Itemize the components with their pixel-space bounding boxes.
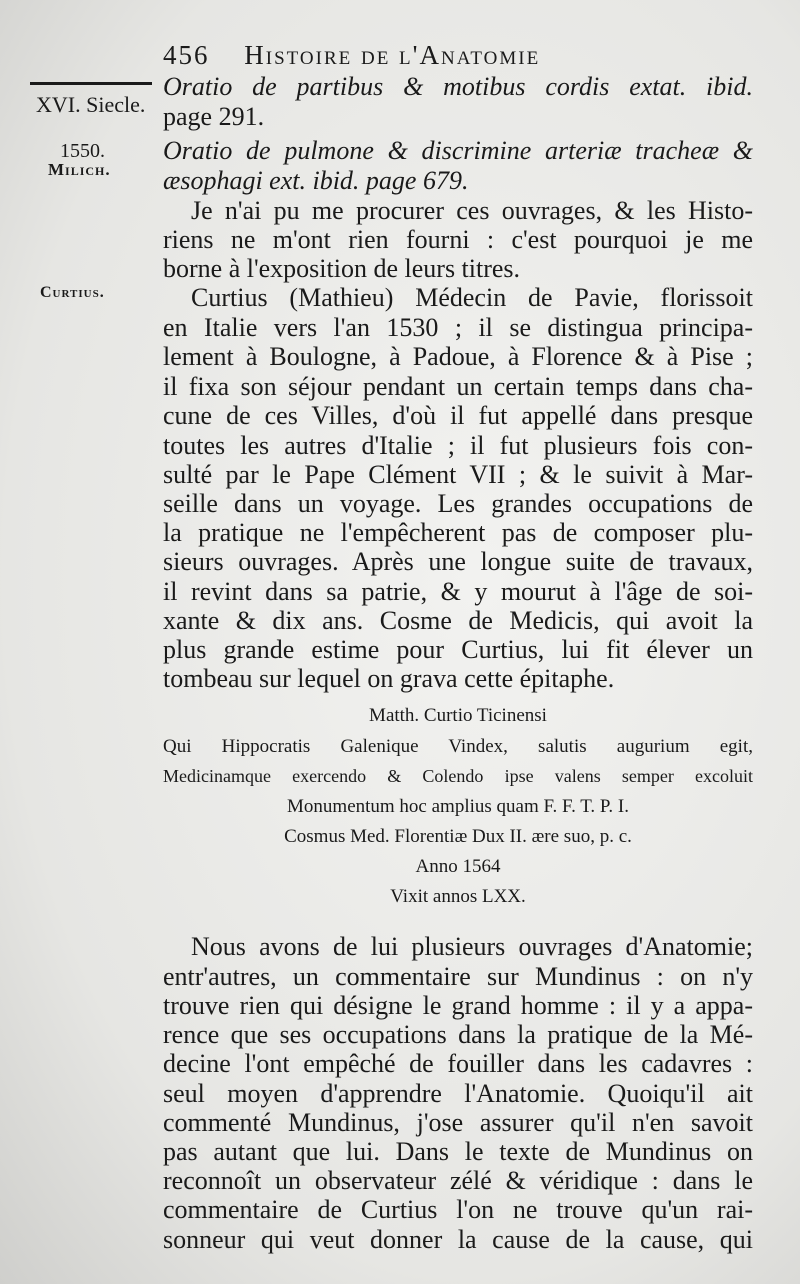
- text-line: rence que ses occupations dans la pratique de la Mé-: [163, 1020, 753, 1049]
- text-line: Nous avons de lui plusieurs ouvrages d'Anatomie;: [191, 932, 753, 961]
- text-line: la pratique ne l'empêcherent pas de composer plu-: [163, 518, 753, 547]
- text-line: plus grande estime pour Curtius, lui fit élever un: [163, 635, 753, 664]
- text-line: toutes les autres d'Italie ; il fut plusieurs fois con-: [163, 431, 753, 460]
- margin-rule: [30, 82, 152, 85]
- text-line: en Italie vers l'an 1530 ; il se distingua principa-: [163, 313, 753, 342]
- text-line: sonneur qui veut donner la cause de la cause, qui: [163, 1225, 753, 1254]
- margin-author-curtius: Curtius.: [40, 284, 105, 301]
- text-line: decine l'ont empêché de fouiller dans les cadavres :: [163, 1049, 753, 1078]
- text-line: sieurs ouvrages. Après une longue suite de travaux,: [163, 547, 753, 576]
- margin-year: 1550.: [60, 140, 105, 162]
- text-line: page 291.: [163, 102, 265, 131]
- text-line: cune de ces Villes, d'où il fut appellé dans presque: [163, 401, 753, 430]
- text-line: pas autant que lui. Dans le texte de Mundinus on: [163, 1137, 753, 1166]
- text-line: il fixa son séjour pendant un certain temps dans cha-: [163, 372, 753, 401]
- running-title: Histoire de l'Anatomie: [244, 40, 541, 70]
- text-line: seille dans un voyage. Les grandes occupations de: [163, 489, 753, 518]
- text-line: trouve rien qui désigne le grand homme : il y a appa-: [163, 991, 753, 1020]
- text-line: Oratio de pulmone & discrimine arteriæ tracheæ &: [163, 136, 753, 165]
- text-line: tombeau sur lequel on grava cette épitaphe.: [163, 664, 615, 693]
- epitaph-line: Vixit annos LXX.: [390, 886, 526, 907]
- text-line: æsophagi ext. ibid. page 679.: [163, 166, 469, 195]
- epitaph-line: Qui Hippocratis Galenique Vindex, salutis augurium egit,: [163, 736, 753, 757]
- running-header: [163, 40, 643, 71]
- text-line: Je n'ai pu me procurer ces ouvrages, & les Histo-: [191, 196, 753, 225]
- epitaph-line: Medicinamque exercendo & Colendo ipse valens semper excoluit: [163, 766, 753, 786]
- text-line: reconnoît un observateur zélé & véridique : dans le: [163, 1166, 753, 1195]
- epitaph-line: Matth. Curtio Ticinensi: [369, 705, 547, 726]
- text-line: entr'autres, un commentaire sur Mundinus : on n'y: [163, 962, 753, 991]
- epitaph-line: Anno 1564: [415, 856, 501, 877]
- text-line: borne à l'exposition de leurs titres.: [163, 254, 521, 283]
- margin-century: XVI. Siecle.: [36, 92, 146, 117]
- text-line: il revint dans sa patrie, & y mourut à l'âge de soi-: [163, 577, 753, 606]
- text-line: commenté Mundinus, j'ose assurer qu'il n'en savoit: [163, 1108, 753, 1137]
- epitaph-line: Cosmus Med. Florentiæ Dux II. ære suo, p. c.: [284, 826, 632, 847]
- text-line: xante & dix ans. Cosme de Medicis, qui avoit la: [163, 606, 753, 635]
- text-line: riens ne m'ont rien fourni : c'est pourquoi je me: [163, 225, 753, 254]
- text-line: sulté par le Pape Clément VII ; & le suivit à Mar-: [163, 460, 753, 489]
- text-line: seul moyen d'apprendre l'Anatomie. Quoiqu'il ait: [163, 1079, 753, 1108]
- margin-author-milich: Milich.: [48, 160, 111, 179]
- text-line: Oratio de partibus & motibus cordis extat. ibid.: [163, 72, 753, 101]
- text-line: lement à Boulogne, à Padoue, à Florence & à Pise ;: [163, 342, 753, 371]
- text-line: Curtius (Mathieu) Médecin de Pavie, florissoit: [191, 283, 753, 312]
- epitaph-line: Monumentum hoc amplius quam F. F. T. P. I.: [287, 796, 629, 817]
- text-line: commentaire de Curtius l'on ne trouve qu'un rai-: [163, 1195, 753, 1224]
- page-number: 456: [163, 40, 210, 70]
